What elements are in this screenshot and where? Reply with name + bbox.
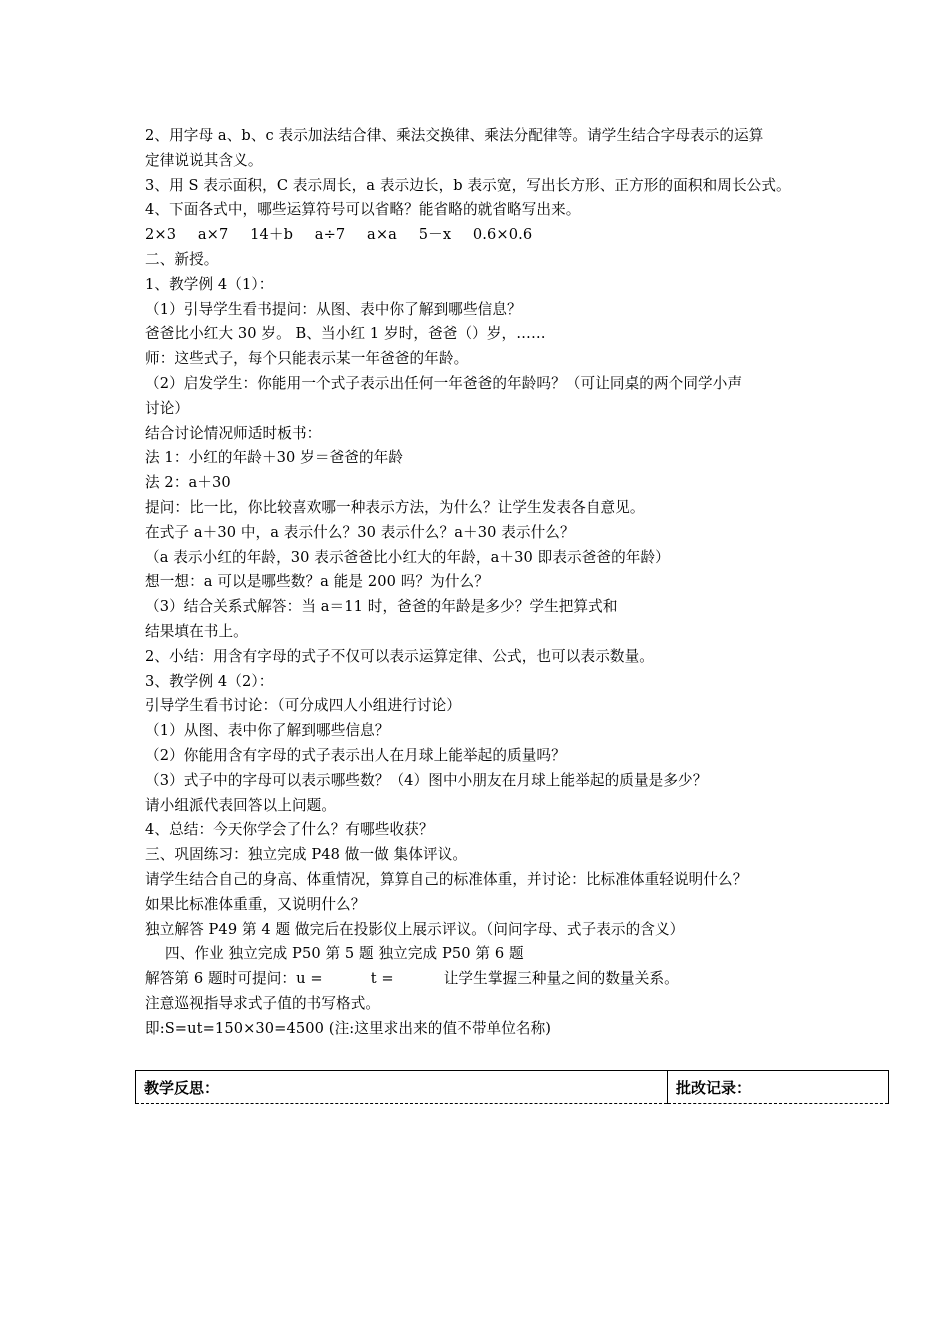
- text-line: （1）引导学生看书提问：从图、表中你了解到哪些信息？: [145, 300, 522, 318]
- expression: 2×3: [145, 226, 177, 244]
- formula-line: 即:S=ut=150×30=4500 (注:这里求出来的值不带单位名称): [145, 1019, 552, 1037]
- text-line: 请学生结合自己的身高、体重情况，算算自己的标准体重，并讨论：比标准体重轻说明什么？: [145, 870, 748, 888]
- text-line: 2、小结：用含有字母的式子不仅可以表示运算定律、公式，也可以表示数量。: [145, 647, 654, 665]
- lesson-body: [145, 124, 845, 1041]
- section-heading: 二、新授。: [145, 250, 219, 268]
- text-line: 在式子 a＋30 中，a 表示什么？30 表示什么？a＋30 表示什么？: [145, 523, 575, 541]
- hint-middle: t =: [370, 970, 394, 988]
- text-line: （1）从图、表中你了解到哪些信息？: [145, 722, 390, 740]
- expression: a×a: [367, 226, 397, 244]
- hint-prefix: 解答第 6 题时可提问：u =: [145, 970, 323, 988]
- hint-line: [145, 967, 845, 992]
- text-line: 想一想：a 可以是哪些数？a 能是 200 吗？为什么？: [145, 573, 489, 591]
- text-line: 2、用字母 a、b、c 表示加法结合律、乘法交换律、乘法分配律等。请学生结合字母表示的运算: [145, 127, 764, 144]
- hint-suffix: 让学生掌握三种量之间的数量关系。: [443, 970, 679, 988]
- text-line: 如果比标准体重重，又说明什么？: [145, 895, 366, 913]
- text-line: 引导学生看书讨论：（可分成四人小组进行讨论）: [145, 697, 461, 715]
- text-line: 3、教学例 4（2）：: [145, 672, 274, 690]
- expression: 0.6×0.6: [472, 226, 533, 244]
- text-line: 结果填在书上。: [145, 622, 248, 640]
- expression: 14＋b: [250, 226, 294, 244]
- expression: 5－x: [418, 226, 452, 244]
- text-line: 请小组派代表回答以上问题。: [145, 796, 337, 814]
- text-line: 法 1：小红的年龄＋30 岁＝爸爸的年龄: [145, 449, 404, 467]
- expression-list: [145, 223, 845, 248]
- text-line: 结合讨论情况师适时板书：: [145, 424, 322, 442]
- text-line: 提问：比一比，你比较喜欢哪一种表示方法，为什么？让学生发表各自意见。: [145, 498, 645, 516]
- text-line: 讨论）: [145, 399, 190, 417]
- text-line: 4、总结：今天你学会了什么？有哪些收获？: [145, 821, 434, 839]
- text-line: （2）启发学生：你能用一个式子表示出任何一年爸爸的年龄吗？（可让同桌的两个同学小声: [145, 374, 743, 392]
- text-line: 4、下面各式中，哪些运算符号可以省略？能省略的就省略写出来。: [145, 201, 581, 219]
- text-line: 师：这些式子，每个只能表示某一年爸爸的年龄。: [145, 350, 469, 368]
- reflection-cell: [136, 1071, 668, 1104]
- text-line: 注意巡视指导求式子值的书写格式。: [145, 994, 381, 1012]
- homework-line: 四、作业 独立完成 P50 第 5 题 独立完成 P50 第 6 题: [165, 945, 524, 963]
- text-line: 爸爸比小红大 30 岁。 B、当小红 1 岁时，爸爸（）岁，……: [145, 325, 546, 343]
- text-line: 定律说说其含义。: [145, 151, 263, 169]
- reflection-label: 教学反思：: [144, 1078, 220, 1097]
- text-line: （a 表示小红的年龄，30 表示爸爸比小红大的年龄，a＋30 即表示爸爸的年龄）: [145, 548, 670, 566]
- reflection-table: [135, 1070, 889, 1104]
- text-line: 法 2：a＋30: [145, 474, 231, 492]
- expression: a×7: [197, 226, 229, 244]
- grading-label: 批改记录：: [675, 1078, 751, 1097]
- expression: a÷7: [314, 226, 346, 244]
- text-line: 独立解答 P49 第 4 题 做完后在投影仪上展示评议。（问问字母、式子表示的含义）: [145, 920, 685, 938]
- text-line: 三、巩固练习：独立完成 P48 做一做 集体评议。: [145, 846, 468, 864]
- grading-cell: [667, 1071, 888, 1104]
- text-line: （3）结合关系式解答：当 a＝11 时，爸爸的年龄是多少？学生把算式和: [145, 598, 618, 616]
- text-line: 3、用 S 表示面积，C 表示周长，a 表示边长，b 表示宽，写出长方形、正方形的面积和周长公式。: [145, 176, 791, 194]
- text-line: 1、教学例 4（1）：: [145, 275, 274, 293]
- text-line: （2）你能用含有字母的式子表示出人在月球上能举起的质量吗？: [145, 746, 566, 764]
- text-line: （3）式子中的字母可以表示哪些数？（4）图中小朋友在月球上能举起的质量是多少？: [145, 771, 708, 789]
